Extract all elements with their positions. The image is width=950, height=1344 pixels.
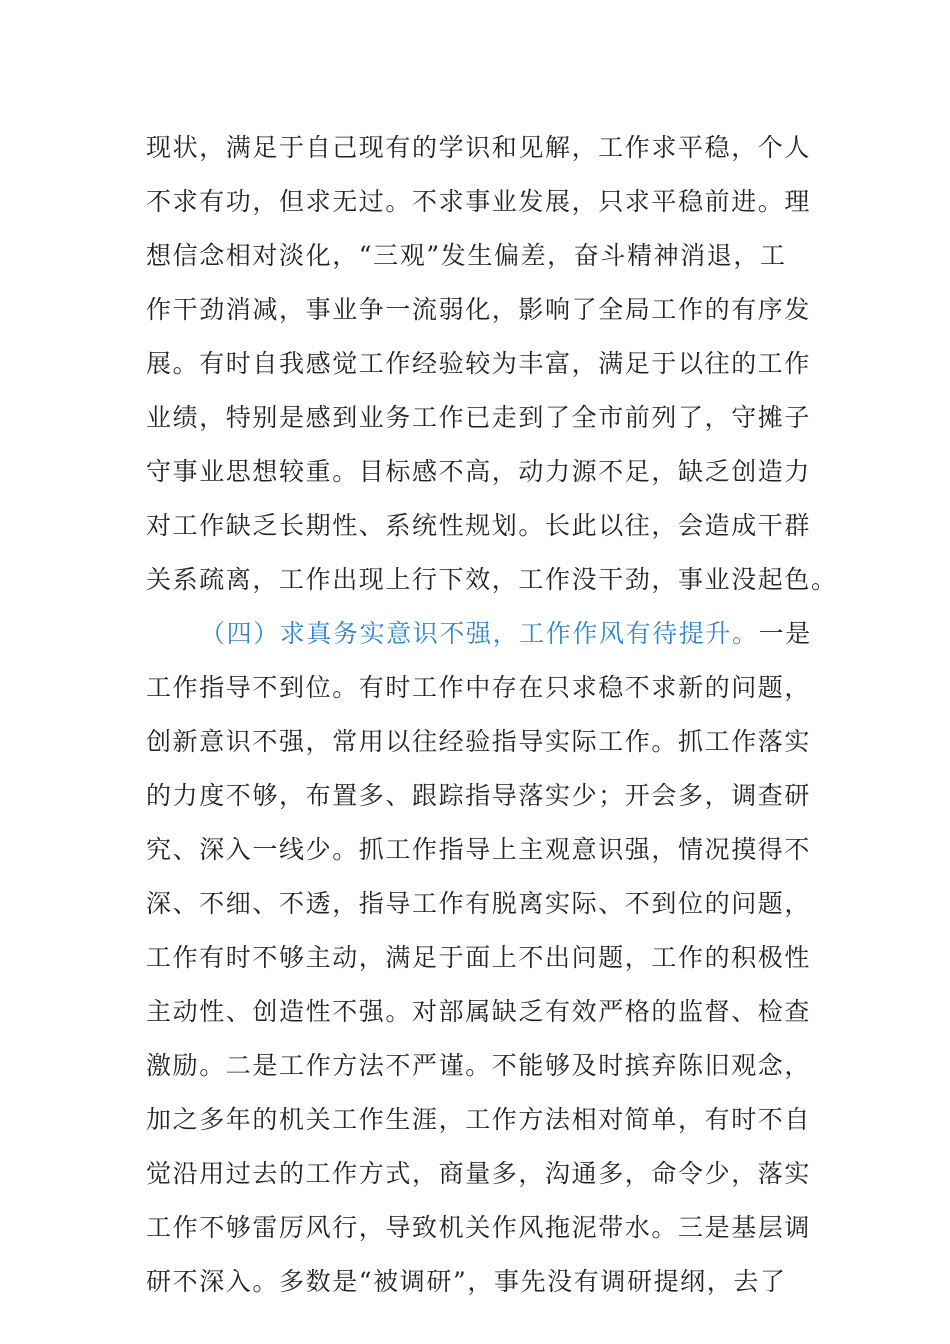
paragraph-line: 想信念相对淡化，“三观”发生偏差，奋斗精神消退，工 [146, 241, 787, 270]
paragraph-line: 深、不细、不透，指导工作有脱离实际、不到位的问题， [146, 889, 812, 918]
paragraph-line: 激励。二是工作方法不严谨。不能够及时摈弃陈旧观念， [146, 1051, 812, 1080]
paragraph-line: 不求有功，但求无过。不求事业发展，只求平稳前进。理 [146, 187, 812, 216]
paragraph-line: 关系疏离，工作出现上行下效，工作没干劲，事业没起色。 [146, 565, 838, 594]
paragraph-line: 现状，满足于自己现有的学识和见解，工作求平稳，个人 [146, 133, 812, 162]
paragraph-line: 研不深入。多数是“被调研”，事先没有调研提纲，去了 [146, 1267, 787, 1296]
paragraph-line: 守事业思想较重。目标感不高，动力源不足，缺乏创造力 [146, 457, 812, 486]
paragraph-line: 工作不够雷厉风行，导致机关作风拖泥带水。三是基层调 [146, 1213, 812, 1242]
paragraph-line: 业绩，特别是感到业务工作已走到了全市前列了，守摊子 [146, 403, 812, 432]
paragraph-line: 主动性、创造性不强。对部属缺乏有效严格的监督、检查 [146, 997, 812, 1026]
paragraph-line: 创新意识不强，常用以往经验指导实际工作。抓工作落实 [146, 727, 812, 756]
paragraph-line: 对工作缺乏长期性、系统性规划。长此以往，会造成干群 [146, 511, 812, 540]
paragraph-line: 工作指导不到位。有时工作中存在只求稳不求新的问题， [146, 673, 812, 702]
paragraph-line: 究、深入一线少。抓工作指导上主观意识强，情况摸得不 [146, 835, 812, 864]
body-text [146, 121, 838, 1309]
section-heading-tail: 一是 [758, 619, 812, 648]
paragraph-line: 的力度不够，布置多、跟踪指导落实少；开会多，调查研 [146, 781, 812, 810]
paragraph-line: 觉沿用过去的工作方式，商量多，沟通多，命令少，落实 [146, 1159, 812, 1188]
paragraph-line: 展。有时自我感觉工作经验较为丰富，满足于以往的工作 [146, 349, 812, 378]
paragraph-line: 作干劲消减，事业争一流弱化，影响了全局工作的有序发 [146, 295, 812, 324]
paragraph-line: 工作有时不够主动，满足于面上不出问题，工作的积极性 [146, 943, 812, 972]
section-heading-line [146, 607, 812, 661]
section-heading: （四）求真务实意识不强，工作作风有待提升。 [200, 619, 759, 648]
paragraph-line: 加之多年的机关工作生涯，工作方法相对简单，有时不自 [146, 1105, 812, 1134]
